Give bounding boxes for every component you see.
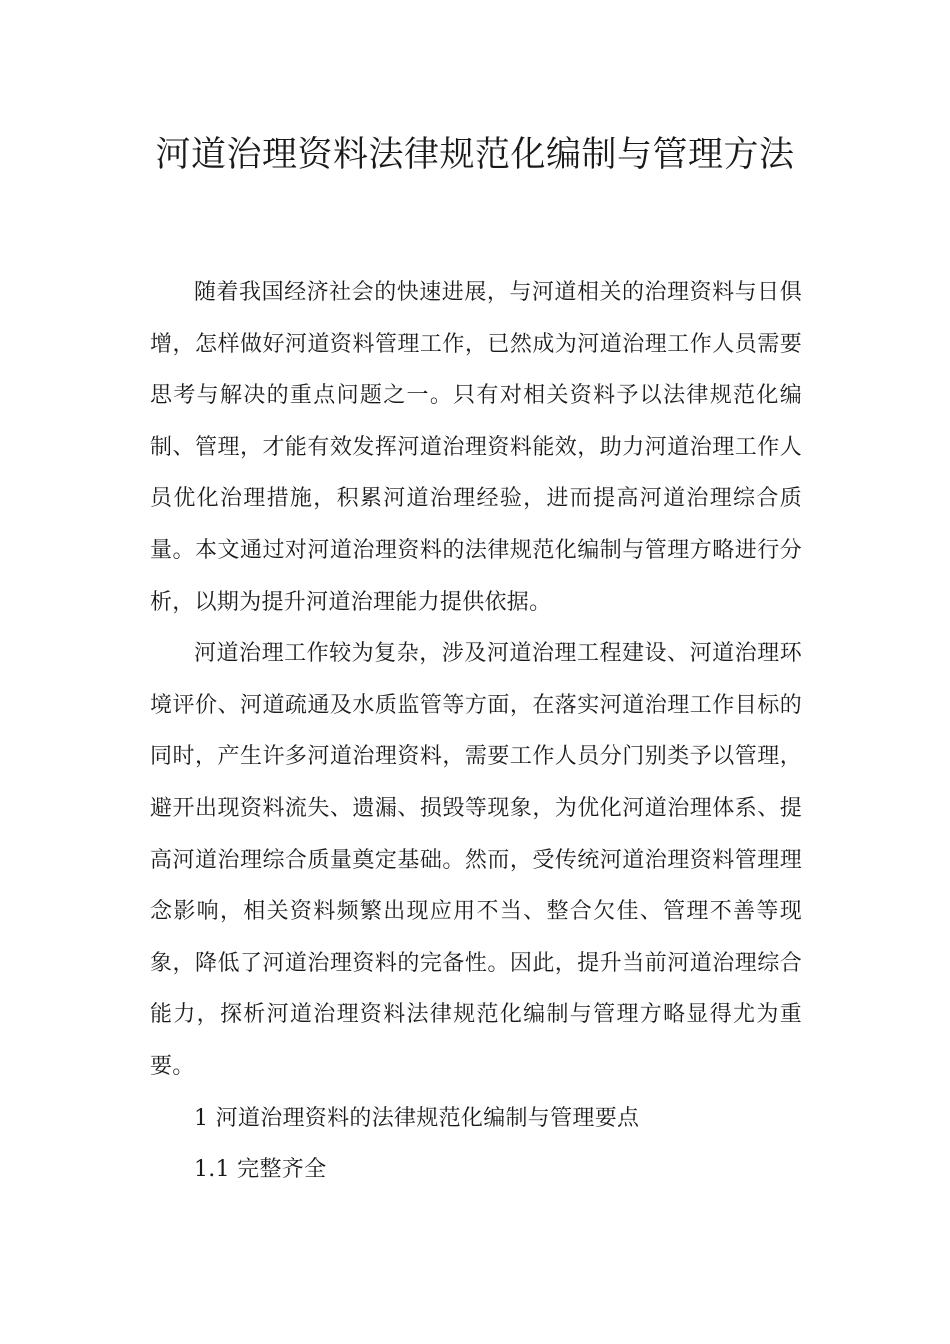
body-paragraph-1: 随着我国经济社会的快速进展，与河道相关的治理资料与日俱增，怎样做好河道资料管理工作，已然成为河道治理工作人员需要思考与解决的重点问题之一。只有对相关资料予以法律规范化编制、管理，才能有效发挥河道治理资料能效，助力河道治理工作人员优化治理措施，积累河道治理经验，进而提高河道治理综合质量。本文通过对河道治理资料的法律规范化编制与管理方略进行分析，以期为提升河道治理能力提供依据。 — [150, 280, 802, 615]
document-body — [150, 267, 802, 1196]
document-title: 河道治理资料法律规范化编制与管理方法 — [155, 135, 795, 175]
body-paragraph-2: 河道治理工作较为复杂，涉及河道治理工程建设、河道治理环境评价、河道疏通及水质监管等方面，在落实河道治理工作目标的同时，产生许多河道治理资料，需要工作人员分门别类予以管理，避开出现资料流失、遗漏、损毁等现象，为优化河道治理体系、提高河道治理综合质量奠定基础。然而，受传统河道治理资料管理理念影响，相关资料频繁出现应用不当、整合欠佳、管理不善等现象，降低了河道治理资料的完备性。因此，提升当前河道治理综合能力，探析河道治理资料法律规范化编制与管理方略显得尤为重要。 — [150, 641, 802, 1079]
subsection-heading: 1.1 完整齐全 — [194, 1157, 327, 1183]
section-heading: 1 河道治理资料的法律规范化编制与管理要点 — [194, 1105, 640, 1131]
